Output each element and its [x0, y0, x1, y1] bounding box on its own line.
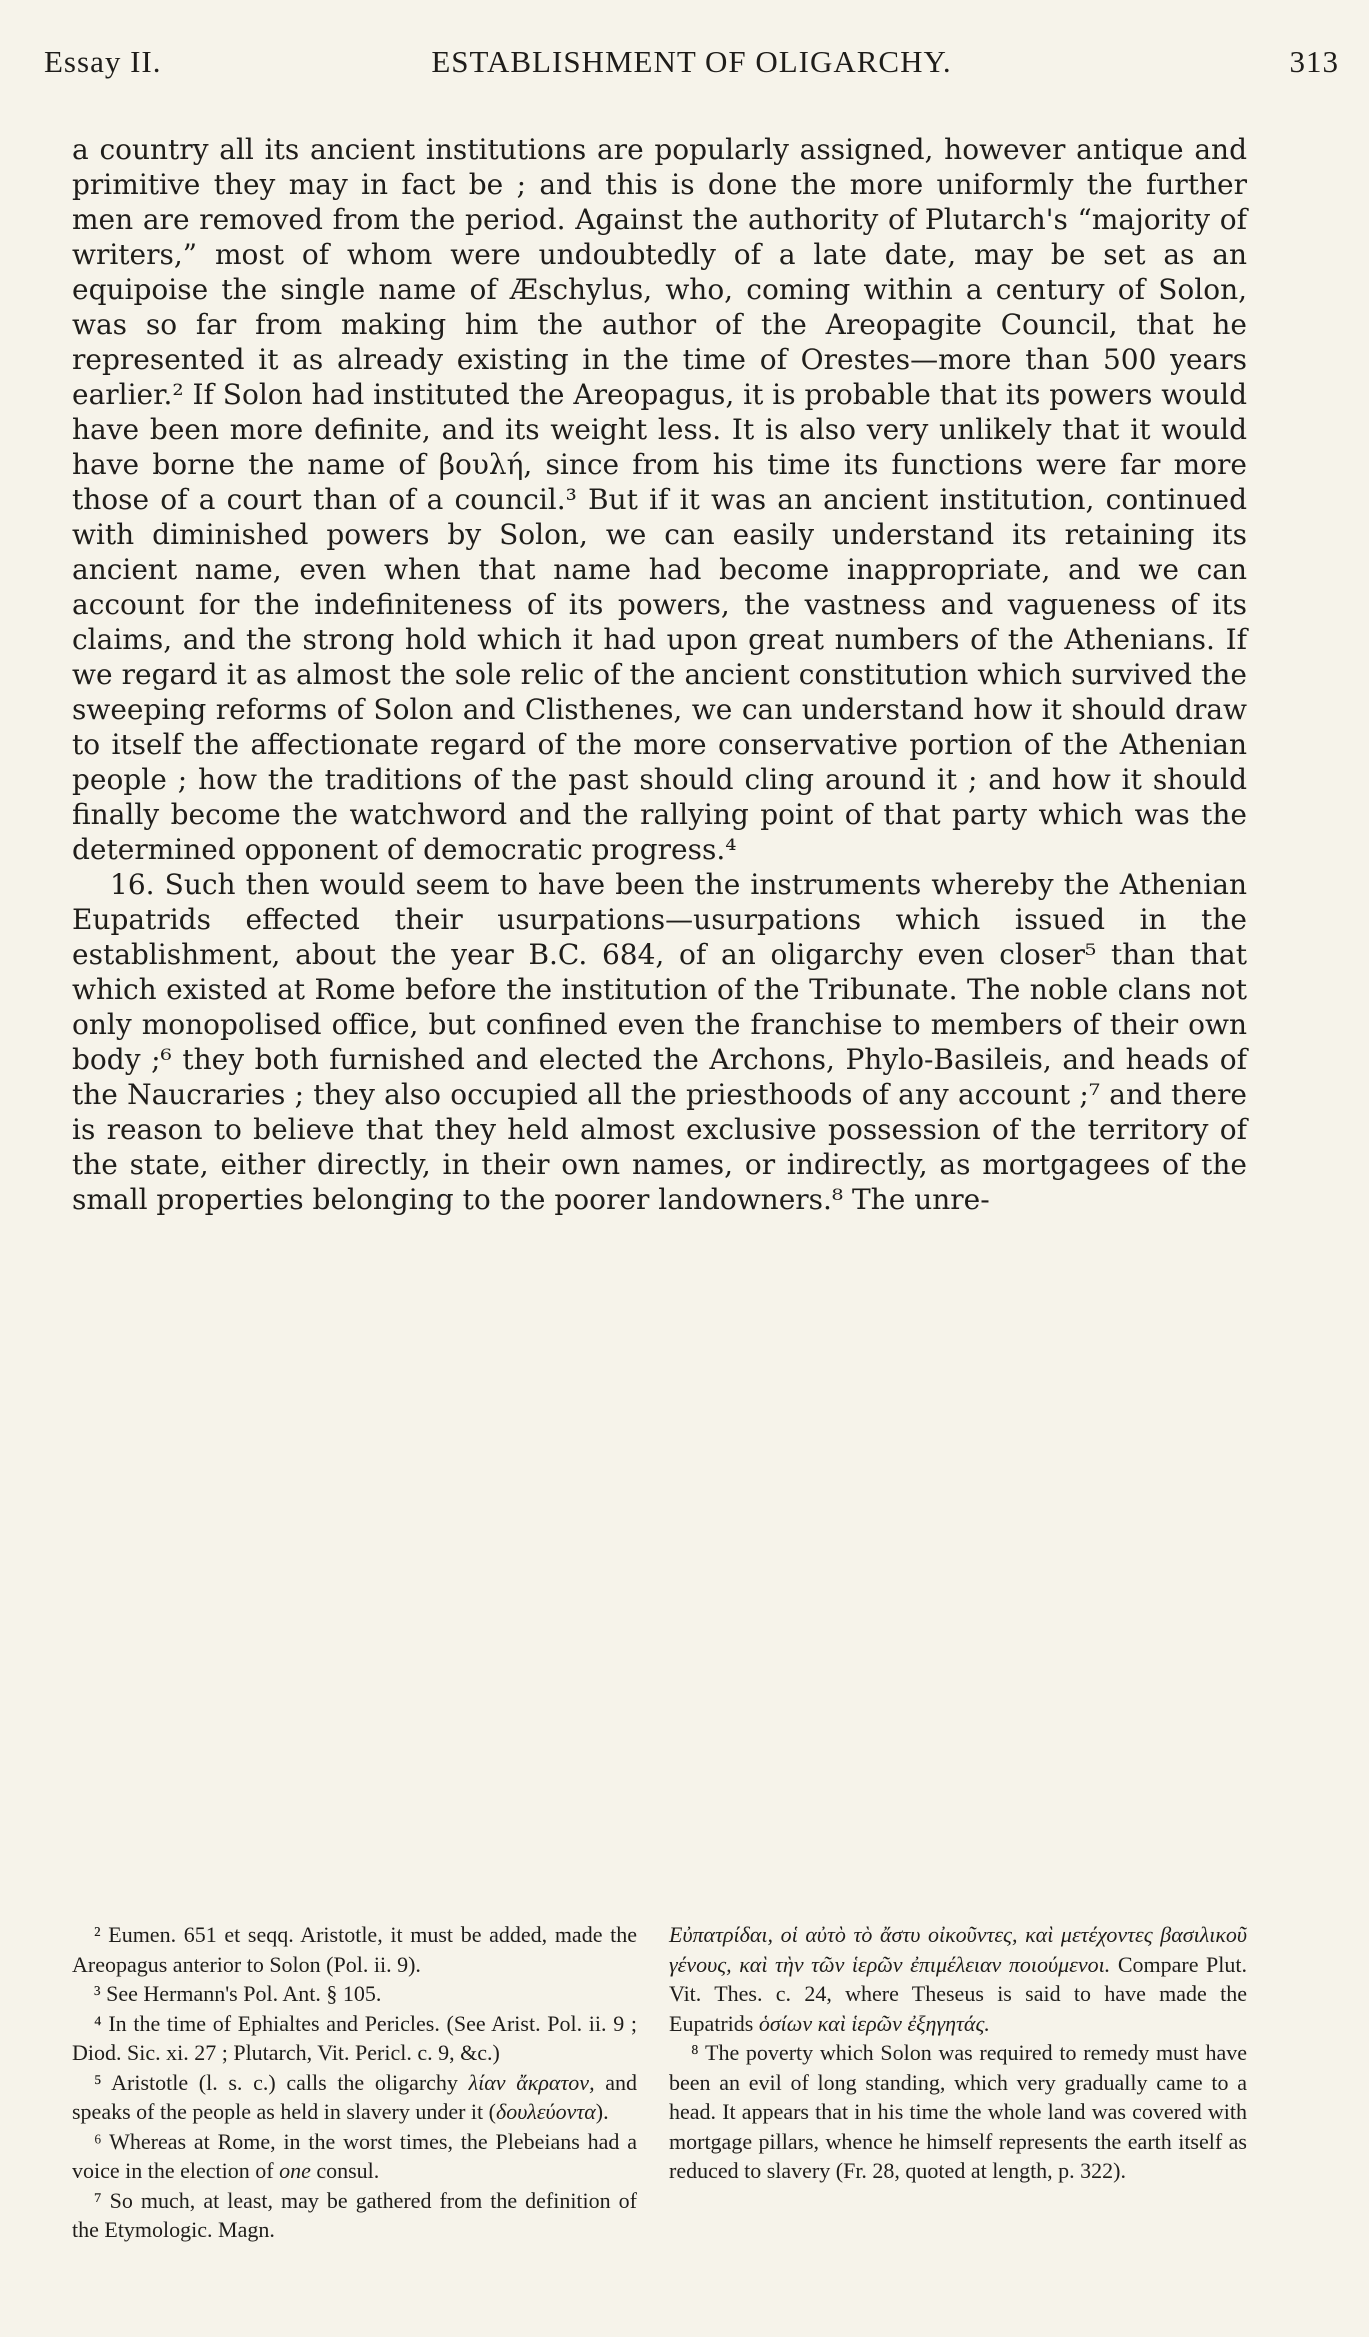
page-number: 313: [1289, 44, 1339, 79]
paragraph-1: a country all its ancient institutions are popularly assigned, however antique and primitive they may in fact be ; and this is done the more uniformly the further men are removed from the period. Against the authority of Plutarch's “majority of writers,” most of whom were undoubtedly of a late date, may be set as an equipoise the single name of Æschylus, who, coming within a century of Solon, was so far from making him the author of the Areopagite Council, that he represented it as already existing in the time of Orestes—more than 500 years earlier.² If Solon had instituted the Areopagus, it is probable that its powers would have been more definite, and its weight less. It is also very unlikely that it would have borne the name of βουλή, since from his time its functions were far more those of a court than of a council.³ But if it was an ancient institution, continued with diminished powers by Solon, we can easily understand its retaining its ancient name, even when that name had become inappropriate, and we can account for the indefiniteness of its powers, the vastness and vagueness of its claims, and the strong hold which it had upon great numbers of the Athenians. If we regard it as almost the sole relic of the ancient constitution which survived the sweeping reforms of Solon and Clisthenes, we can understand how it should draw to itself the affectionate regard of the more conservative portion of the Athenian people ; how the traditions of the past should cling around it ; and how it should finally become the watchword and the rallying point of that party which was the determined opponent of democratic progress.⁴: [72, 133, 1247, 866]
footnote-column-right: [669, 1920, 1247, 2186]
footnote-2: ² Eumen. 651 et seqq. Aristotle, it must be added, made the Areopagus anterior to Solon (Pol. ii. 9).: [72, 1922, 637, 1977]
footnote-8: ⁸ The poverty which Solon was required to remedy must have been an evil of long standing, which very gradually came to a head. It appears that in his time the whole land was covered with mortgage pillars, whence he himself represents the earth itself as reduced to slavery (Fr. 28, quoted at length, p. 322).: [669, 2040, 1247, 2183]
footnote-3: ³ See Hermann's Pol. Ant. § 105.: [94, 1981, 382, 2006]
footnote-5: [72, 2068, 637, 2127]
footnotes: [72, 1920, 1247, 2320]
footnote-column-left: [72, 1920, 637, 2245]
paragraph-2: 16. Such then would seem to have been the instruments whereby the Athenian Eupatrids effected their usurpations—usurpations which issued in the establishment, about the year B.C. 684, of an oligarchy even closer⁵ than that which existed at Rome before the institution of the Tribunate. The noble clans not only monopolised office, but confined even the franchise to members of their own body ;⁶ they both furnished and elected the Archons, Phylo-Basileis, and heads of the Naucraries ; they also occupied all the priesthoods of any account ;⁷ and there is reason to believe that they held almost exclusive possession of the territory of the state, either directly, in their own names, or indirectly, as mortgagees of the small properties belonging to the poorer landowners.⁸ The unre-: [72, 868, 1247, 1216]
footnote-6-emphasis: one: [279, 2158, 311, 2183]
running-header: [44, 44, 1339, 88]
footnote-6-text-a: ⁶ Whereas at Rome, in the worst times, the Plebeians had a voice in the election of: [72, 2128, 637, 2183]
footnote-5-text-c: ).: [595, 2099, 609, 2124]
footnote-5-text-a: ⁵ Aristotle (l. s. c.) calls the oligarchy: [94, 2069, 458, 2095]
footnote-7-continued: [669, 1920, 1247, 2038]
footnote-7-greek: Εὐπατρίδαι, οἱ αὐτὸ τὸ ἄστυ οἰκοῦντες, καὶ μετέχοντες βασιλικοῦ γένους, καὶ τὴν τῶν ἱερῶν ἐπιμέλειαν ποιούμενοι.: [669, 1922, 1247, 1977]
footnote-5-text-b: and speaks of the people as held in slavery under it (: [72, 2069, 638, 2124]
running-title: ESTABLISHMENT OF OLIGARCHY.: [431, 44, 952, 79]
footnote-5-greek-b: δουλεύοντα: [495, 2099, 596, 2124]
footnote-4: ⁴ In the time of Ephialtes and Pericles. (See Arist. Pol. ii. 9 ; Diod. Sic. xi. 27 ; Plutarch, Vit. Pericl. c. 9, &c.): [72, 2010, 637, 2065]
footnote-7: ⁷ So much, at least, may be gathered from the definition of the Etymologic. Magn.: [72, 2187, 637, 2242]
footnote-5-greek-a: λίαν ἄκρατον,: [468, 2069, 595, 2095]
footnote-6-text-b: consul.: [316, 2158, 380, 2183]
essay-label: Essay II.: [44, 44, 162, 79]
main-text: [72, 132, 1247, 1217]
footnote-7-greek-b: ὁσίων καὶ ἱερῶν ἐξηγητάς.: [758, 2010, 990, 2036]
footnote-6: [72, 2127, 637, 2186]
footnote-7-text-b: Compare Plut. Vit. Thes. c. 24, where Theseus is said to have made the Eupatrids: [669, 1951, 1248, 2036]
